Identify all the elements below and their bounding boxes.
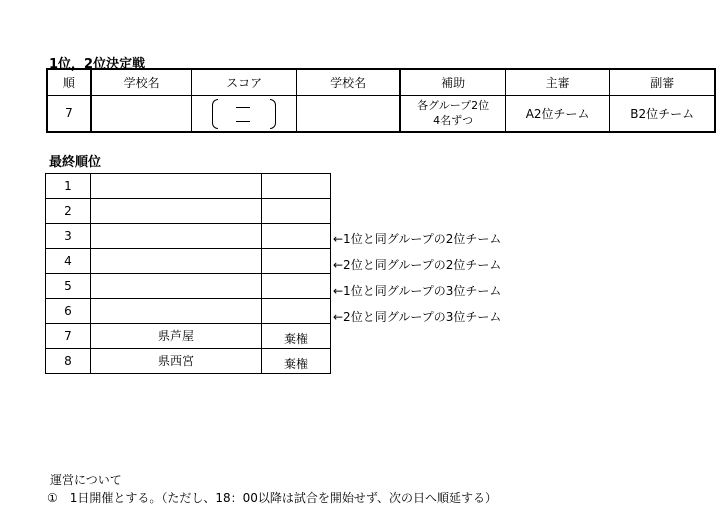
match-section-title: 1位，2位決定戦	[49, 57, 146, 72]
rank-note-5: ←1位と同グループの3位チーム	[333, 284, 502, 298]
final-ranking-table	[45, 173, 331, 374]
header-assist: 補助	[400, 69, 505, 95]
rank-number: 2	[46, 199, 91, 224]
operation-note: ① 1日開催とする。（ただし、18：00以降は試合を開始せず、次の日へ順延する）	[47, 491, 497, 505]
match-assistant-referee: B2位チーム	[610, 95, 715, 132]
rank-school	[91, 174, 262, 199]
rank-remark	[262, 174, 331, 199]
rank-number: 6	[46, 299, 91, 324]
rank-number: 1	[46, 174, 91, 199]
rank-school	[91, 199, 262, 224]
ranking-row	[46, 174, 331, 199]
ranking-row	[46, 324, 331, 349]
ranking-row	[46, 199, 331, 224]
match-school-1	[91, 95, 192, 132]
rank-note-3: ←1位と同グループの2位チーム	[333, 232, 502, 246]
ranking-row	[46, 249, 331, 274]
rank-number: 5	[46, 274, 91, 299]
match-order: 7	[47, 95, 91, 132]
ranking-row	[46, 349, 331, 374]
rank-number: 8	[46, 349, 91, 374]
operation-title: 運営について	[50, 473, 122, 487]
left-bracket-icon	[212, 99, 218, 129]
rank-remark	[262, 249, 331, 274]
header-score: スコア	[192, 69, 297, 95]
header-referee: 主審	[505, 69, 610, 95]
score-dash-bottom	[236, 121, 250, 122]
header-assistant-referee: 副審	[610, 69, 715, 95]
rank-number: 4	[46, 249, 91, 274]
rank-remark	[262, 224, 331, 249]
ranking-row	[46, 299, 331, 324]
assist-line-2: 4名ずつ	[433, 114, 474, 128]
match-school-2	[296, 95, 400, 132]
rank-number: 7	[46, 324, 91, 349]
rank-school	[91, 224, 262, 249]
rank-remark	[262, 299, 331, 324]
header-school-1: 学校名	[91, 69, 192, 95]
rank-school	[91, 274, 262, 299]
rank-school	[91, 299, 262, 324]
right-bracket-icon	[270, 99, 276, 129]
rank-note-4: ←2位と同グループの2位チーム	[333, 258, 502, 272]
rank-remark: 棄権	[262, 349, 331, 374]
match-table	[46, 68, 716, 133]
match-table-header	[47, 69, 715, 95]
match-row	[47, 95, 715, 132]
rank-remark: 棄権	[262, 324, 331, 349]
rank-number: 3	[46, 224, 91, 249]
match-assist	[400, 95, 505, 132]
score-dash-top	[236, 107, 250, 108]
header-order: 順	[47, 69, 91, 95]
assist-line-1: 各グループ2位	[417, 99, 490, 113]
ranking-row	[46, 224, 331, 249]
final-ranking-title: 最終順位	[49, 155, 102, 170]
rank-school: 県芦屋	[91, 324, 262, 349]
rank-remark	[262, 274, 331, 299]
rank-note-6: ←2位と同グループの3位チーム	[333, 310, 502, 324]
ranking-row	[46, 274, 331, 299]
header-school-2: 学校名	[296, 69, 400, 95]
match-referee: A2位チーム	[505, 95, 610, 132]
rank-school	[91, 249, 262, 274]
rank-school: 県西宮	[91, 349, 262, 374]
rank-remark	[262, 199, 331, 224]
score-cell	[192, 95, 297, 132]
